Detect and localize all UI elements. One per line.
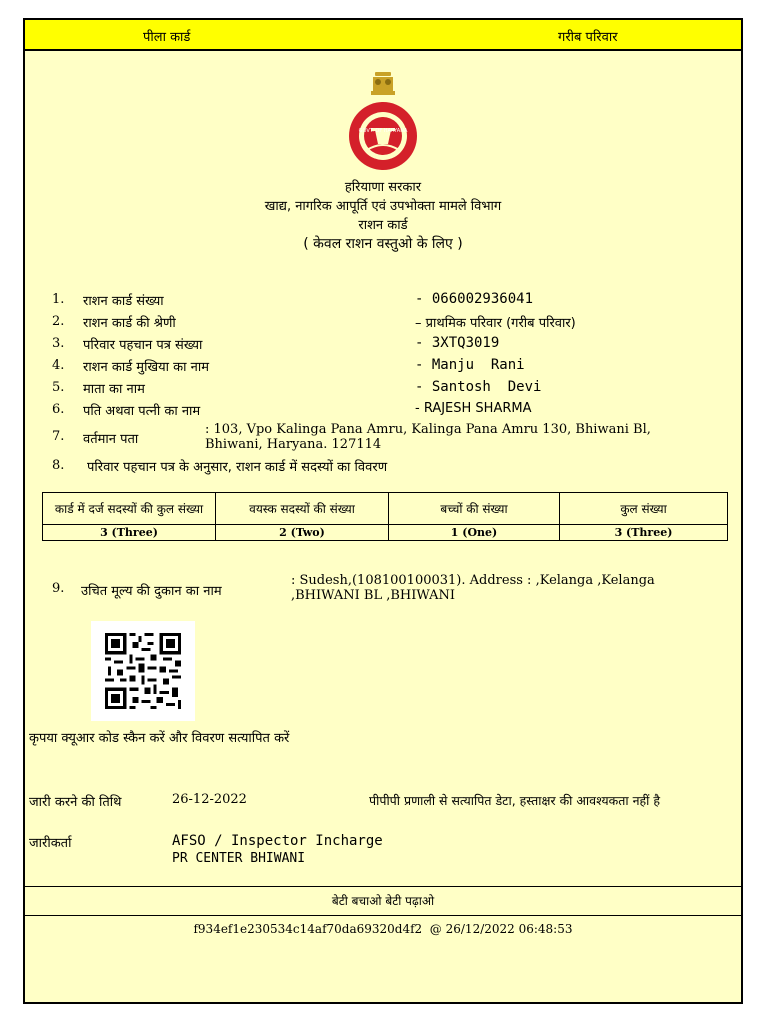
address-line-1: : 103, Vpo Kalinga Pana Amru, Kalinga Pana Amru 130, Bhiwani Bl, [205,422,651,437]
card-header-bar [25,20,741,51]
document-hash: f934ef1e230534c14af70da69320d4f2 @ 26/12/2022 06:48:53 [193,922,573,936]
field-5-value: - Santosh Devi [415,379,542,395]
field-2-number: 2. [52,314,65,329]
haryana-emblem-icon [345,70,421,172]
members-header-children: बच्चों की संख्या [389,493,560,525]
issuer-line-1: AFSO / Inspector Incharge [172,833,383,849]
card-type-label: पीला कार्ड [143,30,191,45]
members-table-value-row [43,525,728,541]
field-7-label: वर्तमान पता [83,432,139,447]
qr-code-icon[interactable] [91,621,195,721]
field-4-value: - Manju Rani [415,357,525,373]
field-1-number: 1. [52,292,65,307]
qr-instruction: कृपया क्यूआर कोड स्कैन करें और विवरण सत्यापित करें [29,731,290,746]
members-table-header-row [43,493,728,525]
issue-date-label: जारी करने की तिथि [29,795,122,810]
slogan-bar [25,886,741,916]
field-3-value: - 3XTQ3019 [415,335,500,351]
members-header-adults: वयस्क सदस्यों की संख्या [216,493,389,525]
field-7-number: 7. [52,429,65,444]
verification-note: पीपीपी प्रणाली से सत्यापित डेटा, हस्ताक्षर की आवश्यकता नहीं है [369,793,661,808]
field-6-value: - RAJESH SHARMA [415,401,532,416]
address-line-2: Bhiwani, Haryana. 127114 [205,437,382,452]
members-value-total: 3 (Three) [560,525,728,541]
field-9-number: 9. [52,581,65,596]
ration-card [23,18,743,1004]
field-4-number: 4. [52,358,65,373]
field-9-label: उचित मूल्य की दुकान का नाम [81,584,222,599]
shop-line-2: ,BHIWANI BL ,BHIWANI [291,588,455,603]
field-6-number: 6. [52,402,65,417]
issuer-line-2: PR CENTER BHIWANI [172,851,306,866]
field-4-label: राशन कार्ड मुखिया का नाम [83,360,209,375]
field-3-number: 3. [52,336,65,351]
document-title: राशन कार्ड [358,218,408,233]
field-1-label: राशन कार्ड संख्या [83,294,164,309]
members-value-children: 1 (One) [389,525,560,541]
field-2-value: – प्राथमिक परिवार (गरीब परिवार) [415,316,576,331]
field-8-number: 8. [52,458,65,473]
members-value-adults: 2 (Two) [216,525,389,541]
members-header-total: कुल संख्या [560,493,728,525]
field-1-value: - 066002936041 [415,291,534,307]
shop-line-1: : Sudesh,(108100100031). Address : ,Kelanga ,Kelanga [291,573,655,588]
field-5-number: 5. [52,380,65,395]
field-3-label: परिवार पहचान पत्र संख्या [83,338,203,353]
field-6-label: पति अथवा पत्नी का नाम [83,404,201,419]
field-5-label: माता का नाम [83,382,145,397]
government-title: हरियाणा सरकार [344,180,422,195]
issuer-label: जारीकर्ता [29,836,72,851]
members-header-card-total: कार्ड में दर्ज सदस्यों की कुल संख्या [43,493,216,525]
department-title: खाद्य, नागरिक आपूर्ति एवं उपभोक्ता मामले विभाग [264,199,502,214]
field-2-label: राशन कार्ड की श्रेणी [83,316,176,331]
usage-note: ( केवल राशन वस्तुओ के लिए ) [303,236,463,252]
family-type-label: गरीब परिवार [558,30,618,45]
slogan-text: बेटी बचाओ बेटी पढ़ाओ [331,894,435,908]
field-8-label: परिवार पहचान पत्र के अनुसार, राशन कार्ड में सदस्यों का विवरण [87,460,388,475]
emblem-text: GOVT. OF HARYANA [358,128,408,134]
issue-date-value: 26-12-2022 [172,792,247,807]
members-value-card-total: 3 (Three) [43,525,216,541]
members-table [42,492,728,541]
